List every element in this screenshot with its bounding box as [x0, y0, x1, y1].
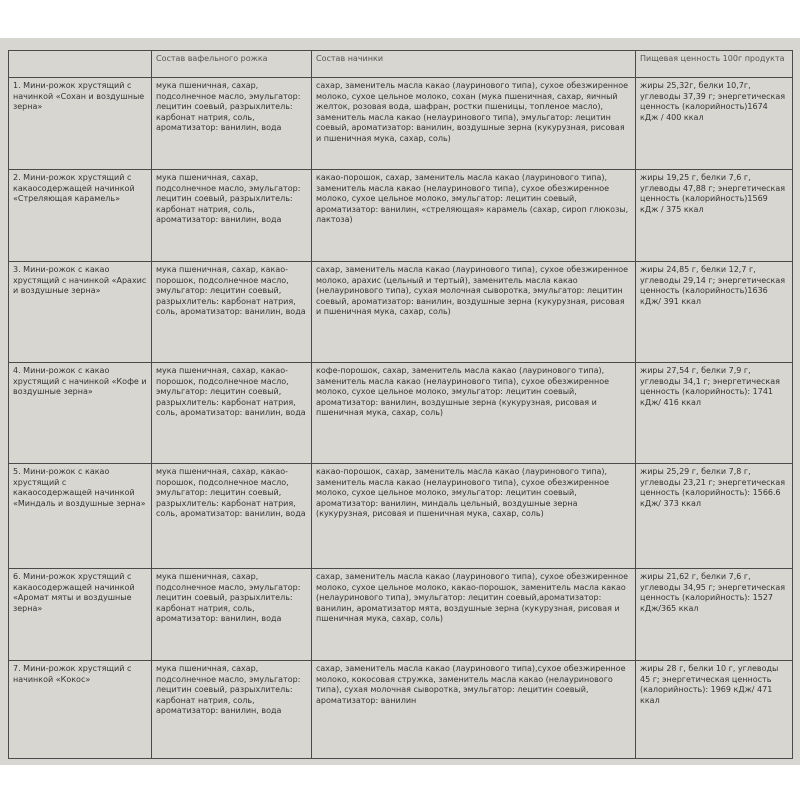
filling-composition: какао-порошок, сахар, заменитель масла какао (лауринового типа), заменитель масла какао (нелауринового типа), сухое обезжиренное молоко, сухое цельное молоко, эмульгатор: лецитин соевый, ароматизатор: ванилин, миндаль цельный, воздушные зерна (кукурузная, рисовая и пшеничная мука, сахар, соль): [312, 464, 636, 569]
table-row: [9, 262, 793, 363]
filling-composition: сахар, заменитель масла какао (лауринового типа), сухое обезжиренное молоко, арахис (цельный и тертый), заменитель масла какао (нелауринового типа), сухая молочная сыворотка, эмульгатор: лецитин соевый, ароматизатор: ванилин, воздушные зерна (кукурузная, рисовая и пшеничная мука, сахар, соль): [312, 262, 636, 363]
wafer-composition: мука пшеничная, сахар, подсолнечное масло, эмульгатор: лецитин соевый, разрыхлитель: карбонат натрия, соль, ароматизатор: ванилин, вода: [152, 78, 312, 170]
header-wafer-composition: Состав вафельного рожка: [152, 51, 312, 78]
wafer-composition: мука пшеничная, сахар, подсолнечное масло, эмульгатор: лецитин соевый, разрыхлитель: карбонат натрия, соль, ароматизатор: ванилин, вода: [152, 661, 312, 759]
nutrition-value: жиры 19,25 г, белки 7,6 г, углеводы 47,88 г; энергетическая ценность (калорийность)1569 кДж / 375 ккал: [636, 170, 793, 262]
table-row: [9, 363, 793, 464]
nutrition-value: жиры 28 г, белки 10 г, углеводы 45 г; энергетическая ценность (калорийность): 1969 кДж/ 471 ккал: [636, 661, 793, 759]
table-row: [9, 78, 793, 170]
product-name: 1. Мини-рожок хрустящий с начинкой «Сохан и воздушные зерна»: [9, 78, 152, 170]
product-name: 4. Мини-рожок с какао хрустящий с начинкой «Кофе и воздушные зерна»: [9, 363, 152, 464]
product-composition-table: [8, 50, 793, 759]
product-name: 5. Мини-рожок с какао хрустящий с какаосодержащей начинкой «Миндаль и воздушные зерна»: [9, 464, 152, 569]
nutrition-value: жиры 27,54 г, белки 7,9 г, углеводы 34,1 г; энергетическая ценность (калорийность): 1741 кДж/ 416 ккал: [636, 363, 793, 464]
nutrition-value: жиры 25,32г, белки 10,7г, углеводы 37,39 г; энергетическая ценность (калорийность)1674 кДж / 400 ккал: [636, 78, 793, 170]
product-name: 2. Мини-рожок хрустящий с какаосодержащей начинкой «Стреляющая карамель»: [9, 170, 152, 262]
header-product-name: [9, 51, 152, 78]
wafer-composition: мука пшеничная, сахар, подсолнечное масло, эмульгатор: лецитин соевый, разрыхлитель: карбонат натрия, соль, ароматизатор: ванилин, вода: [152, 569, 312, 661]
product-name: 7. Мини-рожок хрустящий с начинкой «Кокос»: [9, 661, 152, 759]
nutrition-value: жиры 24,85 г, белки 12,7 г, углеводы 29,14 г; энергетическая ценность (калорийность)1636 кДж/ 391 ккал: [636, 262, 793, 363]
product-name: 6. Мини-рожок хрустящий с какаосодержащей начинкой «Аромат мяты и воздушные зерна»: [9, 569, 152, 661]
filling-composition: сахар, заменитель масла какао (лауринового типа),сухое обезжиренное молоко, кокосовая стружка, заменитель масла какао (нелауринового типа), сухая молочная сыворотка, эмульгатор: лецитин соевый, ароматизатор: ванилин: [312, 661, 636, 759]
nutrition-value: жиры 21,62 г, белки 7,6 г, углеводы 34,95 г; энергетическая ценность (калорийность): 1527 кДж/365 ккал: [636, 569, 793, 661]
header-nutrition: Пищевая ценность 100г продукта: [636, 51, 793, 78]
filling-composition: сахар, заменитель масла какао (лауринового типа), сухое обезжиренное молоко, сухое цельное молоко, какао-порошок, заменитель масла какао (нелауринового типа), эмульгатор: лецитин соевый,ароматизатор: ванилин, ароматизатор мята, воздушные зерна (кукурузная, рисовая и пшеничная мука, сахар, соль): [312, 569, 636, 661]
wafer-composition: мука пшеничная, сахар, какао-порошок, подсолнечное масло, эмульгатор: лецитин соевый, разрыхлитель: карбонат натрия, соль, ароматизатор: ванилин, вода: [152, 262, 312, 363]
wafer-composition: мука пшеничная, сахар, какао-порошок, подсолнечное масло, эмульгатор: лецитин соевый, разрыхлитель: карбонат натрия, соль, ароматизатор: ванилин, вода: [152, 363, 312, 464]
table-row: [9, 569, 793, 661]
nutrition-value: жиры 25,29 г, белки 7,8 г, углеводы 23,21 г; энергетическая ценность (калорийность): 1566.6 кДж/ 373 ккал: [636, 464, 793, 569]
wafer-composition: мука пшеничная, сахар, подсолнечное масло, эмульгатор: лецитин соевый, разрыхлитель: карбонат натрия, соль, ароматизатор: ванилин, вода: [152, 170, 312, 262]
header-row: [9, 51, 793, 78]
filling-composition: кофе-порошок, сахар, заменитель масла какао (лауринового типа), заменитель масла какао (нелауринового типа), сухое обезжиренное молоко, сухое цельное молоко, эмульгатор: лецитин соевый, ароматизатор: ванилин, воздушные зерна (кукурузная, рисовая и пшеничная мука, сахар, соль): [312, 363, 636, 464]
table-row: [9, 661, 793, 759]
table-row: [9, 464, 793, 569]
filling-composition: какао-порошок, сахар, заменитель масла какао (лауринового типа), заменитель масла какао (нелауринового типа), сухое обезжиренное молоко, сухое цельное молоко, эмульгатор: лецитин соевый, ароматизатор: ванилин, «стреляющая» карамель (сахар, сироп глюкозы, лактоза): [312, 170, 636, 262]
wafer-composition: мука пшеничная, сахар, какао-порошок, подсолнечное масло, эмульгатор: лецитин соевый, разрыхлитель: карбонат натрия, соль, ароматизатор: ванилин, вода: [152, 464, 312, 569]
header-filling-composition: Состав начинки: [312, 51, 636, 78]
product-name: 3. Мини-рожок с какао хрустящий с начинкой «Арахис и воздушные зерна»: [9, 262, 152, 363]
filling-composition: сахар, заменитель масла какао (лауринового типа), сухое обезжиренное молоко, сухое цельное молоко, сохан (мука пшеничная, сахар, яичный желток, розовая вода, шафран, ростки пшеницы, топленое масло), заменитель масла какао (нелауринового типа), эмульгатор: лецитин соевый, ароматизатор: ванилин, воздушные зерна (кукурузная, рисовая и пшеничная мука, сахар, соль): [312, 78, 636, 170]
table-row: [9, 170, 793, 262]
